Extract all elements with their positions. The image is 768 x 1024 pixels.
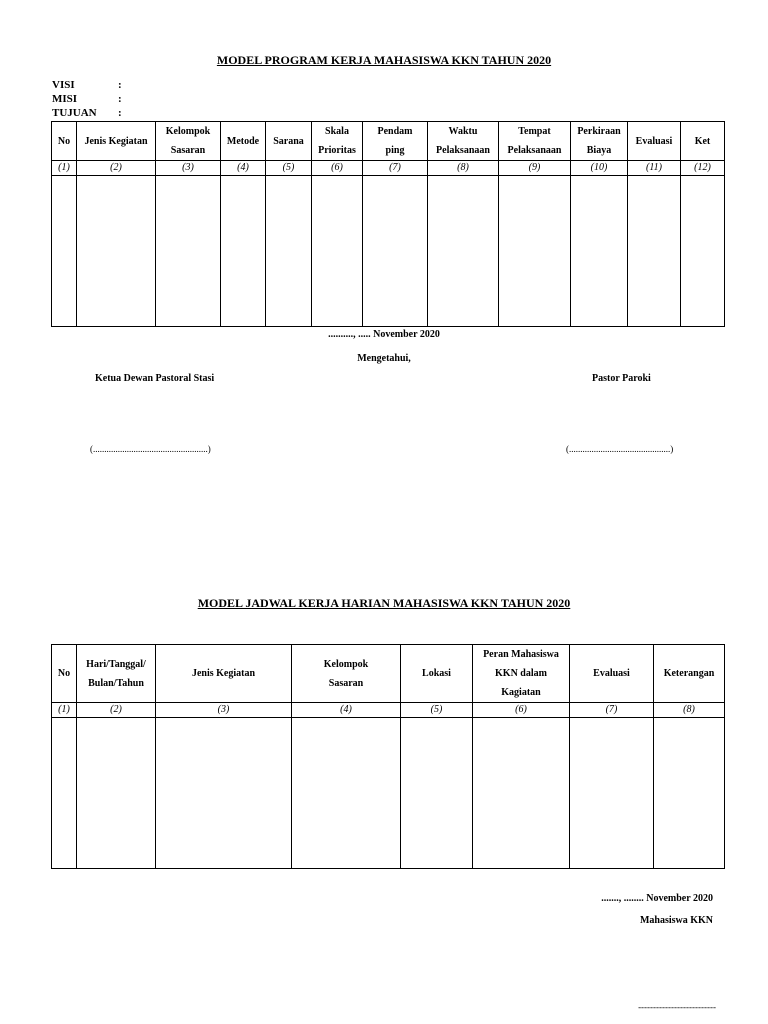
meta-tujuan: [52, 106, 122, 120]
jadwal-number-cell-5: (5): [401, 703, 473, 718]
program-number-cell-1: (1): [52, 161, 77, 176]
program-header-cell-8: Waktu Pelaksanaan: [428, 122, 499, 161]
program-header-cell-7: Pendam ping: [363, 122, 428, 161]
visi-label: VISI: [52, 79, 75, 91]
jadwal-entry-cell-5[interactable]: [401, 718, 473, 869]
program-number-cell-11: (11): [628, 161, 681, 176]
program-date: .........., ..... November 2020: [328, 329, 440, 340]
program-header-cell-9: Tempat Pelaksanaan: [499, 122, 571, 161]
program-number-cell-6: (6): [312, 161, 363, 176]
jadwal-entry-cell-3[interactable]: [156, 718, 292, 869]
jadwal-header-cell-5: Lokasi: [401, 645, 473, 703]
program-table: [51, 121, 725, 327]
program-number-cell-7: (7): [363, 161, 428, 176]
program-entry-cell-9[interactable]: [499, 176, 571, 327]
program-entry-cell-2[interactable]: [77, 176, 156, 327]
visi-colon: :: [118, 79, 122, 91]
program-header-cell-11: Evaluasi: [628, 122, 681, 161]
program-entry-cell-4[interactable]: [221, 176, 266, 327]
jadwal-entry-cell-2[interactable]: [77, 718, 156, 869]
program-title: MODEL PROGRAM KERJA MAHASISWA KKN TAHUN 2020: [216, 53, 552, 67]
jadwal-table: [51, 644, 725, 869]
program-header-cell-2: Jenis Kegiatan: [77, 122, 156, 161]
program-body-row: [52, 176, 725, 327]
program-header-cell-12: Ket: [681, 122, 725, 161]
program-number-cell-3: (3): [156, 161, 221, 176]
tujuan-label: TUJUAN: [52, 107, 97, 119]
program-entry-cell-1[interactable]: [52, 176, 77, 327]
jadwal-number-cell-7: (7): [570, 703, 654, 718]
program-number-cell-4: (4): [221, 161, 266, 176]
program-number-cell-12: (12): [681, 161, 725, 176]
program-number-cell-9: (9): [499, 161, 571, 176]
jadwal-number-cell-2: (2): [77, 703, 156, 718]
program-entry-cell-11[interactable]: [628, 176, 681, 327]
jadwal-number-cell-1: (1): [52, 703, 77, 718]
meta-misi: [52, 92, 122, 106]
program-header-cell-3: Kelompok Sasaran: [156, 122, 221, 161]
jadwal-header-cell-1: No: [52, 645, 77, 703]
right-signature-line: (.............................................): [566, 444, 674, 454]
mengetahui-label: Mengetahui,: [357, 353, 411, 364]
jadwal-header-cell-4: Kelompok Sasaran: [292, 645, 401, 703]
left-signature-line: (...................................................): [90, 444, 211, 454]
jadwal-header-cell-8: Keterangan: [654, 645, 725, 703]
jadwal-entry-cell-8[interactable]: [654, 718, 725, 869]
jadwal-number-row: [52, 703, 725, 718]
jadwal-entry-cell-4[interactable]: [292, 718, 401, 869]
jadwal-entry-cell-1[interactable]: [52, 718, 77, 869]
jadwal-signature-line: --------------------------: [638, 1002, 716, 1012]
jadwal-header-row: [52, 645, 725, 703]
program-entry-cell-10[interactable]: [571, 176, 628, 327]
left-signer-title: Ketua Dewan Pastoral Stasi: [95, 373, 215, 384]
program-header-cell-4: Metode: [221, 122, 266, 161]
program-header-row: [52, 122, 725, 161]
jadwal-body-row: [52, 718, 725, 869]
jadwal-signer: Mahasiswa KKN: [639, 915, 713, 926]
program-entry-cell-5[interactable]: [266, 176, 312, 327]
jadwal-header-cell-6: Peran Mahasiswa KKN dalam Kagiatan: [473, 645, 570, 703]
program-entry-cell-7[interactable]: [363, 176, 428, 327]
program-number-cell-10: (10): [571, 161, 628, 176]
misi-colon: :: [118, 93, 122, 105]
jadwal-entry-cell-7[interactable]: [570, 718, 654, 869]
program-entry-cell-3[interactable]: [156, 176, 221, 327]
jadwal-entry-cell-6[interactable]: [473, 718, 570, 869]
program-number-row: [52, 161, 725, 176]
meta-visi: [52, 78, 122, 92]
program-entry-cell-12[interactable]: [681, 176, 725, 327]
program-number-cell-2: (2): [77, 161, 156, 176]
program-number-cell-8: (8): [428, 161, 499, 176]
program-entry-cell-6[interactable]: [312, 176, 363, 327]
jadwal-number-cell-8: (8): [654, 703, 725, 718]
misi-label: MISI: [52, 93, 78, 105]
jadwal-header-cell-3: Jenis Kegiatan: [156, 645, 292, 703]
jadwal-title: MODEL JADWAL KERJA HARIAN MAHASISWA KKN TAHUN 2020: [197, 596, 571, 610]
jadwal-number-cell-3: (3): [156, 703, 292, 718]
program-number-cell-5: (5): [266, 161, 312, 176]
program-header-cell-1: No: [52, 122, 77, 161]
jadwal-header-cell-2: Hari/Tanggal/ Bulan/Tahun: [77, 645, 156, 703]
program-header-cell-6: Skala Prioritas: [312, 122, 363, 161]
jadwal-date: ......., ........ November 2020: [601, 893, 713, 904]
jadwal-header-cell-7: Evaluasi: [570, 645, 654, 703]
right-signer-title: Pastor Paroki: [592, 373, 651, 384]
program-header-cell-10: Perkiraan Biaya: [571, 122, 628, 161]
jadwal-number-cell-6: (6): [473, 703, 570, 718]
program-header-cell-5: Sarana: [266, 122, 312, 161]
tujuan-colon: :: [118, 107, 122, 119]
program-entry-cell-8[interactable]: [428, 176, 499, 327]
jadwal-number-cell-4: (4): [292, 703, 401, 718]
